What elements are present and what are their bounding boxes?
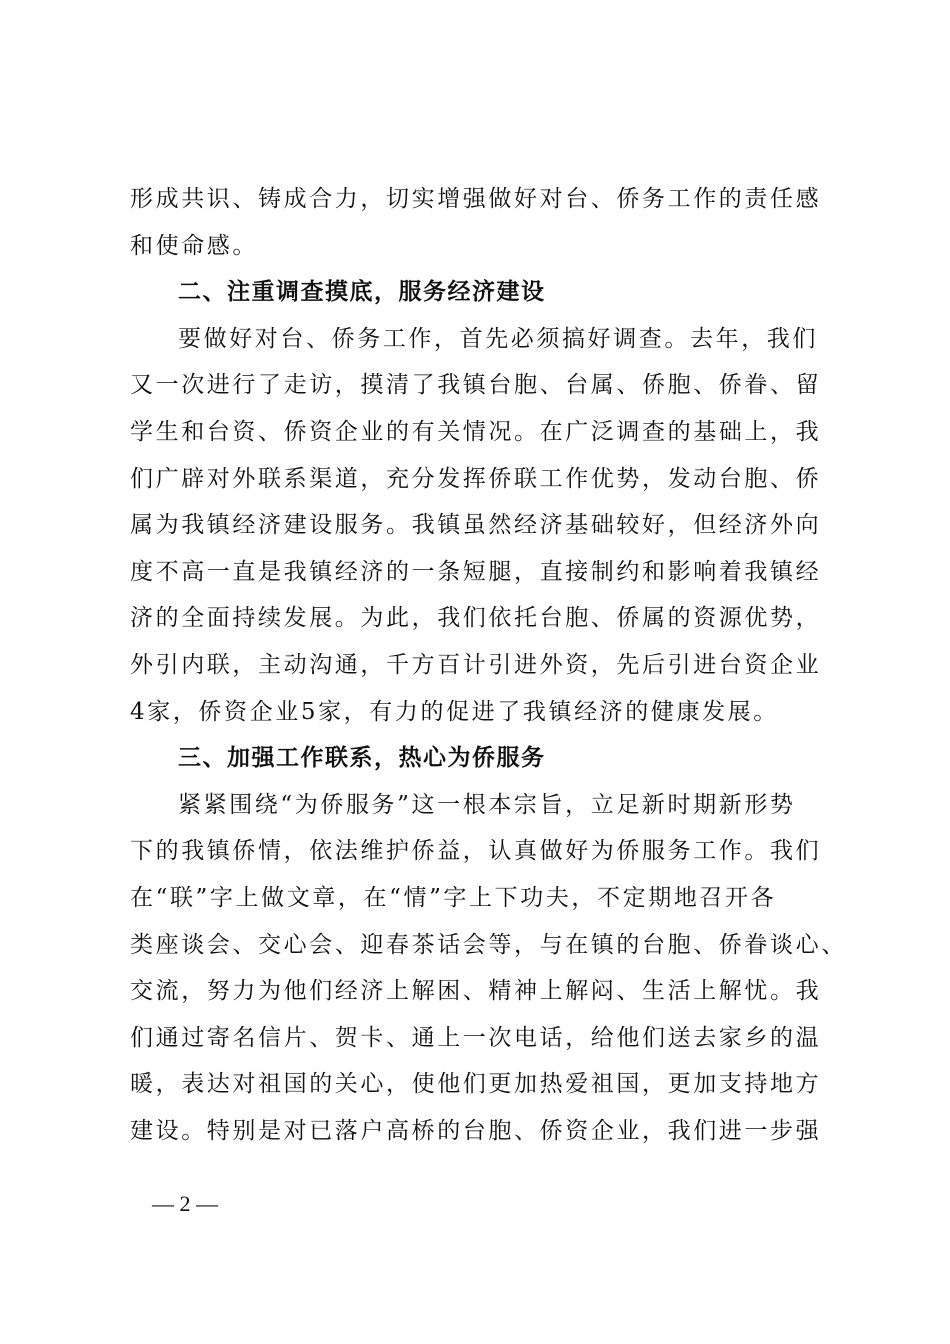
text-line: 下的我镇侨情，依法维护侨益，认真做好为侨服务工作。我们 — [130, 838, 822, 865]
text-line: 暖，表达对祖国的关心，使他们更加热爱祖国，更加支持地方 — [130, 1071, 822, 1098]
paragraph-first-line: 紧紧围绕“为侨服务”这一根本宗旨，立足新时期新形势 — [178, 791, 796, 818]
paragraph-first-line: 要做好对台、侨务工作，首先必须搞好调查。去年，我们 — [178, 325, 818, 352]
text-line: 和使命感。 — [130, 232, 258, 259]
text-line: 学生和台资、侨资企业的有关情况。在广泛调查的基础上，我 — [130, 418, 822, 445]
body-text — [130, 176, 847, 1154]
text-line: 度不高一直是我镇经济的一条短腿，直接制约和影响着我镇经 — [130, 558, 822, 585]
text-line: 交流，努力为他们经济上解困、精神上解闷、生活上解忧。我 — [130, 978, 822, 1005]
text-line: 形成共识、铸成合力，切实增强做好对台、侨务工作的责任感 — [130, 186, 822, 212]
text-line: 济的全面持续发展。为此，我们依托台胞、侨属的资源优势， — [130, 605, 822, 632]
text-line: 们通过寄名信片、贺卡、通上一次电话，给他们送去家乡的温 — [130, 1024, 822, 1051]
text-line: 建设。特别是对已落户高桥的台胞、侨资企业，我们进一步强 — [130, 1117, 822, 1144]
text-line: 外引内联，主动沟通，千方百计引进外资，先后引进台资企业 — [130, 651, 822, 678]
text-line: 又一次进行了走访，摸清了我镇台胞、台属、侨胞、侨眷、留 — [130, 372, 822, 399]
page-number: — 2 — — [152, 1191, 218, 1216]
text-line: 4家，侨资企业5家，有力的促进了我镇经济的健康发展。 — [130, 698, 779, 725]
section-heading: 二、注重调查摸底，服务经济建设 — [178, 279, 546, 306]
text-line: 们广辟对外联系渠道，充分发挥侨联工作优势，发动台胞、侨 — [130, 465, 822, 492]
text-line: 属为我镇经济建设服务。我镇虽然经济基础较好，但经济外向 — [130, 512, 822, 539]
text-line: 在“联”字上做文章，在“情”字上下功夫，不定期地召开各 — [130, 884, 777, 911]
text-line: 类座谈会、交心会、迎春茶话会等，与在镇的台胞、侨眷谈心、 — [130, 931, 847, 958]
section-heading: 三、加强工作联系，热心为侨服务 — [178, 745, 546, 772]
